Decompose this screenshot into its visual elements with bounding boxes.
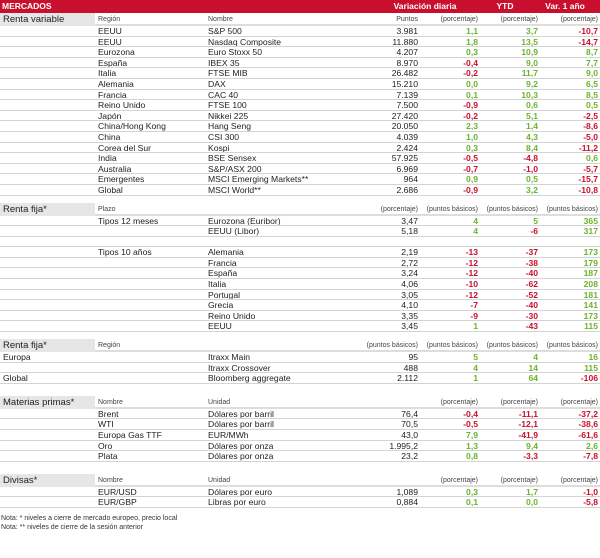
fixed-income-credit-rows (0, 352, 600, 384)
one-year-cell: -10,8 (578, 184, 598, 195)
ytd-cell: 1,4 (526, 121, 538, 132)
value-cell: 3,24 (401, 268, 418, 279)
ytd-cell: 11,7 (521, 68, 538, 79)
daily-change-cell: -0,5 (463, 153, 478, 164)
daily-change-cell: 0,1 (466, 89, 478, 100)
daily-change-cell: -0,2 (463, 68, 478, 79)
ytd-cell: 10,9 (521, 47, 538, 58)
table-row: Portugal 3,05 -12 -52 181 (0, 290, 600, 301)
section-title: Renta fija* (0, 339, 95, 352)
ytd-cell: -43 (525, 321, 538, 332)
daily-change-cell: 5 (473, 352, 478, 363)
section-title: Divisas* (0, 474, 95, 487)
daily-change-cell: 0,9 (466, 174, 478, 185)
one-year-cell: 173 (583, 310, 598, 321)
ytd-cell: 13,5 (521, 36, 538, 47)
value-cell: 4.039 (396, 131, 418, 142)
table-row: Emergentes MSCI Emerging Markets** 964 0,9 0,5 -15,7 (0, 174, 600, 185)
daily-change-header: Variación diaria (393, 1, 457, 11)
footnote: Nota: ** niveles de cierre de la sesión anterior (1, 523, 144, 531)
value-cell: 57.925 (391, 153, 418, 164)
daily-change-cell: 0,8 (466, 451, 478, 462)
ytd-cell: 14 (528, 362, 538, 373)
ytd-cell: 3,2 (526, 184, 538, 195)
ytd-cell: -1,0 (523, 163, 538, 174)
daily-change-cell: 4 (473, 215, 478, 226)
ytd-cell: 0,0 (526, 497, 538, 508)
value-cell: 3,35 (401, 310, 418, 321)
commodities-header: Materias primas* Nombre Unidad (porcentaje) (porcentaje) (porcentaje) (0, 396, 600, 409)
one-year-cell: 141 (583, 300, 598, 311)
equity-rows (0, 26, 600, 196)
value-cell (361, 237, 420, 247)
one-year-cell: -8,6 (583, 121, 598, 132)
ytd-cell: -62 (525, 279, 538, 290)
one-year-cell: 6,5 (586, 78, 598, 89)
one-year-cell: 9,0 (586, 68, 598, 79)
one-year-cell: 181 (583, 289, 598, 300)
ytd-cell: 0,5 (526, 174, 538, 185)
ytd-cell: 0,6 (526, 100, 538, 111)
daily-change-cell: 1 (473, 321, 478, 332)
daily-change-cell: 0,1 (466, 497, 478, 508)
one-year-cell: 208 (583, 279, 598, 290)
one-year-cell: 7,7 (586, 57, 598, 68)
value-cell: 95 (408, 352, 418, 363)
table-row: Corea del Sur Kospi 2.424 0,3 8,4 -11,2 (0, 143, 600, 154)
footnote: Nota: * niveles a cierre de mercado europeo, precio local (1, 514, 178, 522)
section-title: Renta fija* (0, 203, 95, 216)
ytd-header: YTD (496, 1, 514, 11)
value-cell: 4.207 (396, 47, 418, 58)
value-cell: 1.995,2 (389, 440, 418, 451)
daily-change-cell: -10 (465, 279, 478, 290)
table-row: Tipos 10 años Alemania 2,19 -13 -37 173 (0, 247, 600, 258)
daily-change-cell: -7 (470, 300, 478, 311)
value-cell: 2.424 (396, 142, 418, 153)
one-year-cell: 16 (588, 352, 598, 363)
table-row (0, 237, 600, 248)
daily-change-cell: 4 (473, 226, 478, 237)
table-row: Italia FTSE MIB 26.482 -0,2 11,7 9,0 (0, 68, 600, 79)
value-cell: 27.420 (391, 110, 418, 121)
table-row: WTI Dólares por barril 70,5 -0,5 -12,1 -38,6 (0, 419, 600, 430)
value-cell: 76,4 (401, 408, 418, 419)
daily-change-cell: -12 (465, 257, 478, 268)
daily-change-cell: -0,5 (463, 419, 478, 430)
one-year-cell: 365 (583, 215, 598, 226)
value-cell: 3.981 (396, 26, 418, 36)
value-cell: 70,5 (401, 419, 418, 430)
table-row: España 3,24 -12 -40 187 (0, 268, 600, 279)
table-row: Plata Dólares por onza 23,2 0,8 -3,3 -7,8 (0, 451, 600, 462)
one-year-cell: 187 (583, 268, 598, 279)
daily-change-cell: 1,8 (466, 36, 478, 47)
one-year-cell: 317 (583, 226, 598, 237)
table-row: EEUU 3,45 1 -43 115 (0, 321, 600, 332)
table-row: Tipos 12 meses Eurozona (Euribor) 3,47 4 5 365 (0, 216, 600, 227)
ytd-cell: -52 (525, 289, 538, 300)
ytd-cell: -4,8 (523, 153, 538, 164)
table-row: Europa Itraxx Main 95 5 4 16 (0, 352, 600, 363)
one-year-cell: 115 (584, 362, 598, 373)
value-cell: 2,19 (401, 247, 418, 258)
value-cell: 4,06 (401, 279, 418, 290)
ytd-cell: -40 (525, 268, 538, 279)
daily-change-cell: 1,3 (466, 440, 478, 451)
value-cell: 3,47 (401, 215, 418, 226)
commodities-rows (0, 409, 600, 462)
table-row: Global Bloomberg aggregate 2.112 1 64 -106 (0, 373, 600, 384)
ytd-cell: 10,3 (521, 89, 538, 100)
one-year-cell: -106 (580, 373, 598, 384)
ytd-cell: -30 (525, 310, 538, 321)
value-cell: 5,18 (401, 226, 418, 237)
ytd-cell: 9,0 (526, 57, 538, 68)
ytd-cell: 4,3 (526, 131, 538, 142)
daily-change-cell: -12 (465, 268, 478, 279)
fixed-income-rates-rows (0, 216, 600, 333)
value-cell: 7.500 (396, 100, 418, 111)
one-year-cell: -2,5 (583, 110, 598, 121)
daily-change-cell: 1 (473, 373, 478, 384)
one-year-cell: -38,6 (578, 419, 598, 430)
fixed-income-rates-header: Renta fija* Plazo (porcentaje) (puntos básicos) (puntos básicos) (puntos básicos) (0, 203, 600, 216)
one-year-cell: 8,5 (586, 89, 598, 100)
table-row: Europa Gas TTF EUR/MWh 43,0 7,9 -41,9 -61,6 (0, 430, 600, 441)
one-year-cell: -15,7 (578, 174, 598, 185)
table-row: Japón Nikkei 225 27.420 -0,2 5,1 -2,5 (0, 111, 600, 122)
one-year-cell: -5,0 (583, 131, 598, 142)
one-year-header: Var. 1 año (545, 1, 585, 11)
daily-change-cell: 0,3 (466, 486, 478, 497)
table-row: EEUU Nasdaq Composite 11.880 1,8 13,5 -14,7 (0, 37, 600, 48)
one-year-cell: 8,7 (586, 47, 598, 58)
section-title: Renta variable (0, 13, 95, 26)
table-row: China CSI 300 4.039 1,0 4,3 -5,0 (0, 132, 600, 143)
value-cell: 3,05 (401, 289, 418, 300)
table-row: Global MSCI World** 2.686 -0,9 3,2 -10,8 (0, 185, 600, 196)
ytd-cell: 4 (533, 352, 538, 363)
ytd-cell: 9,2 (526, 78, 538, 89)
value-cell: 2.686 (396, 184, 418, 195)
ytd-cell: -6 (530, 226, 538, 237)
one-year-cell: -37,2 (578, 408, 598, 419)
one-year-cell: -14,7 (578, 36, 598, 47)
daily-change-cell: -0,2 (463, 110, 478, 121)
one-year-cell: 0,6 (586, 153, 598, 164)
one-year-cell: -10,7 (578, 26, 598, 36)
ytd-cell: 5,1 (526, 110, 538, 121)
ytd-cell (480, 237, 540, 247)
table-row: Reino Unido 3,35 -9 -30 173 (0, 311, 600, 322)
one-year-cell: -1,0 (583, 486, 598, 497)
one-year-cell: -11,2 (578, 142, 598, 153)
one-year-cell: -5,8 (583, 497, 598, 508)
table-row: Brent Dólares por barril 76,4 -0,4 -11,1 -37,2 (0, 409, 600, 420)
value-cell: 6.969 (396, 163, 418, 174)
table-row: EEUU S&P 500 3.981 1,1 3,7 -10,7 (0, 26, 600, 37)
daily-change-cell: 1,1 (466, 26, 478, 36)
ytd-cell: 64 (528, 373, 538, 384)
value-cell: 2,72 (401, 257, 418, 268)
daily-change-cell: 0,3 (466, 142, 478, 153)
value-cell: 964 (403, 174, 418, 185)
table-row: Italia 4,06 -10 -62 208 (0, 279, 600, 290)
value-cell: 1,089 (396, 486, 418, 497)
currencies-header: Divisas* Nombre Unidad (porcentaje) (porcentaje) (porcentaje) (0, 474, 600, 487)
table-row: Reino Unido FTSE 100 7.500 -0,9 0,6 0,5 (0, 100, 600, 111)
one-year-cell: 115 (584, 321, 598, 332)
equity-section-header: Renta variable Región Nombre Puntos (porcentaje) (porcentaje) (porcentaje) (0, 13, 600, 26)
one-year-cell: -7,8 (583, 451, 598, 462)
daily-change-cell: -0,9 (463, 184, 478, 195)
daily-change-cell: 0,0 (466, 78, 478, 89)
daily-change-cell: 7,9 (466, 430, 478, 440)
ytd-cell: -12,1 (518, 419, 538, 430)
daily-change-cell: -0,4 (463, 57, 478, 68)
one-year-cell: 173 (583, 247, 598, 258)
fixed-income-credit-header: Renta fija* Región (puntos básicos) (puntos básicos) (puntos básicos) (puntos básicos) (0, 339, 600, 352)
one-year-cell: -61,6 (578, 430, 598, 440)
daily-change-cell: -9 (470, 310, 478, 321)
ytd-cell: -37 (525, 247, 538, 258)
value-cell: 4,10 (401, 300, 418, 311)
ytd-cell: -38 (525, 257, 538, 268)
table-row: Australia S&P/ASX 200 6.969 -0,7 -1,0 -5,7 (0, 164, 600, 175)
table-row: Alemania DAX 15.210 0,0 9,2 6,5 (0, 79, 600, 90)
value-cell: 8.970 (396, 57, 418, 68)
section-title: Materias primas* (0, 396, 95, 409)
one-year-cell: 179 (583, 257, 598, 268)
table-row: Oro Dólares por onza 1.995,2 1,3 9,4 2,6 (0, 441, 600, 452)
daily-change-cell: 0,3 (466, 47, 478, 58)
value-cell: 23,2 (401, 451, 418, 462)
ytd-cell: -41,9 (518, 430, 538, 440)
table-row: EUR/GBP Libras por euro 0,884 0,1 0,0 -5,8 (0, 497, 600, 508)
daily-change-cell: 1,0 (466, 131, 478, 142)
table-row: Francia 2,72 -12 -38 179 (0, 258, 600, 269)
daily-change-cell (420, 237, 480, 247)
ytd-cell: -3,3 (523, 451, 538, 462)
one-year-cell: 2,6 (586, 440, 598, 451)
one-year-cell: -5,7 (583, 163, 598, 174)
ytd-cell: 1,7 (526, 486, 538, 497)
table-row: China/Hong Kong Hang Seng 20.050 2,3 1,4 -8,6 (0, 121, 600, 132)
value-cell: 15.210 (391, 78, 418, 89)
table-row: Itraxx Crossover 488 4 14 115 (0, 363, 600, 374)
daily-change-cell: -12 (465, 289, 478, 300)
value-cell: 2.112 (397, 373, 418, 384)
daily-change-cell: 4 (473, 362, 478, 373)
table-row: EEUU (Libor) 5,18 4 -6 317 (0, 226, 600, 237)
value-cell: 11.880 (392, 36, 418, 47)
value-cell: 7.139 (396, 89, 418, 100)
daily-change-cell: 2,3 (466, 121, 478, 132)
value-cell: 488 (403, 362, 418, 373)
table-title: MERCADOS (2, 1, 52, 11)
daily-change-cell: -0,4 (463, 408, 478, 419)
table-header (0, 0, 600, 13)
daily-change-cell: -0,7 (463, 163, 478, 174)
value-cell: 26.482 (391, 68, 418, 79)
ytd-cell: -40 (525, 300, 538, 311)
value-cell: 20.050 (391, 121, 418, 132)
ytd-cell: 8,4 (526, 142, 538, 153)
table-row: EUR/USD Dólares por euro 1,089 0,3 1,7 -1,0 (0, 487, 600, 498)
ytd-cell: -11,1 (518, 408, 538, 419)
table-row: España IBEX 35 8.970 -0,4 9,0 7,7 (0, 58, 600, 69)
one-year-cell: 0,5 (586, 100, 598, 111)
value-cell: 0,884 (396, 497, 418, 508)
value-cell: 3,45 (401, 321, 418, 332)
table-row: India BSE Sensex 57.925 -0,5 -4,8 0,6 (0, 153, 600, 164)
value-cell: 43,0 (401, 430, 418, 440)
table-row: Francia CAC 40 7.139 0,1 10,3 8,5 (0, 90, 600, 101)
daily-change-cell: -13 (465, 247, 478, 258)
ytd-cell: 9,4 (526, 440, 538, 451)
currencies-rows (0, 487, 600, 508)
table-row: Grecia 4,10 -7 -40 141 (0, 300, 600, 311)
ytd-cell: 3,7 (526, 26, 538, 36)
table-row: Eurozona Euro Stoxx 50 4.207 0,3 10,9 8,7 (0, 47, 600, 58)
daily-change-cell: -0,9 (463, 100, 478, 111)
one-year-cell (540, 237, 600, 247)
ytd-cell: 5 (533, 215, 538, 226)
